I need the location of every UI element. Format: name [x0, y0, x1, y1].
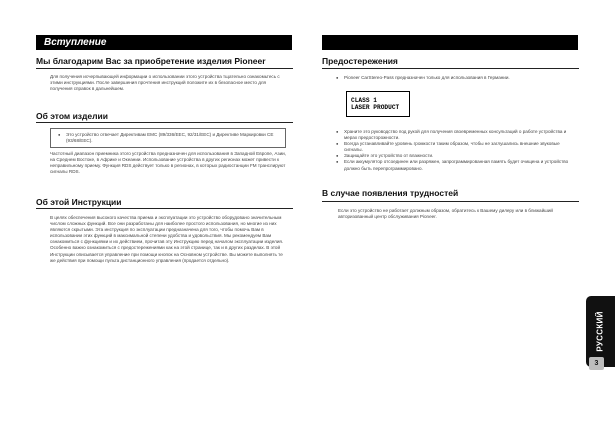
thanks-heading: Мы благодарим Вас за приобретение изделия Pioneer [36, 56, 266, 66]
warning-item: ● Защищайте это устройство от влажности. [334, 153, 574, 159]
thanks-rule [36, 68, 293, 69]
warning-item: ● Всегда устанавливайте уровень громкости таким образом, чтобы не заглушались внешние звуковые сигналы. [334, 141, 574, 153]
trouble-body: Если это устройство не работает должным образом, обратитесь к Вашему дилеру или в ближайший авторизованный центр обслуживания Pioneer. [338, 208, 553, 220]
warnings-heading: Предостережения [322, 56, 398, 66]
thanks-body: Для получения исчерпывающей информации о использовании этого устройства тщательно ознакомьтесь с этими инструкциями. После завершения прочтения инструкций положите их в безопасное место для получения справок в дальнейшем. [50, 74, 280, 92]
trouble-rule [322, 201, 579, 202]
note-box [50, 128, 286, 148]
laser-text: LASER PRODUCT [351, 104, 400, 111]
laser-product-label [346, 91, 410, 117]
warnings-rule [322, 68, 579, 69]
right-section-bar [322, 35, 578, 50]
warning-item: ● Pioneer CarStereo-Pass предназначен только для использования в Германии. [334, 75, 574, 81]
warning-item: ● Если аккумулятор отсоединен или разряжен, запрограммированная память будет очищена и устройство должно быть перепрограммировано. [334, 159, 574, 171]
note-text: ● Это устройство отвечает Директивам EMC (89/336/ЕЕС, 92/31/ЕЕС) и Директиве Маркировки CE (93/68/ЕЕС). [56, 132, 280, 144]
warning-item: ● Храните это руководство под рукой для получения своевременных консультаций о работе устройства и мерах предосторожности. [334, 129, 574, 141]
section-title-bar [36, 35, 292, 50]
trouble-heading: В случае появления трудностей [322, 188, 459, 198]
about-manual-heading: Об этой Инструкции [36, 197, 122, 207]
about-product-heading: Об этом изделии [36, 111, 109, 121]
warnings-first-list [334, 75, 574, 81]
laser-class: CLASS 1 [351, 97, 377, 104]
about-manual-body: В целях обеспечения высокого качества приема и эксплуатации это устройство оборудовано значительным числом сложных функций. Все они разработаны для наиболее простого использования, но многие из них являются скрытыми. Эта инструкция по эксплуатации предназначена для того, чтобы помочь Вам в использовании этих функций в максимальной степени удобства и удовольствия. Мы рекомендуем Вам ознакомиться с функциями и их действием, прочитав эту Инструкцию перед началом эксплуатации изделия. Особенно важно ознакомиться с предостережениями как на этой странице, так и в других разделах. В этой Инструкции описывается управление при помощи кнопок на Основном устройстве. Вы можете выполнять те же действия при помощи пульта дистанционного управления (продается отдельно). [50, 215, 284, 263]
about-product-body: Частотный диапазон приемника этого устройства предназначен для использования в Западной Европе, Азии, на Среднем Востоке, в Африке и Океании. Использование устройства в других регионах может привести к неправильному приему. Функция RDS действует только в регионах, в которых радиостанции FM транслируют сигналы RDS. [50, 151, 286, 175]
section-title: Вступление [44, 37, 107, 48]
warnings-list [334, 129, 574, 172]
about-manual-rule [36, 208, 293, 209]
about-product-rule [36, 122, 293, 123]
language-tab-label: РУССКИЙ [596, 311, 605, 352]
page-number: 3 [589, 357, 604, 370]
